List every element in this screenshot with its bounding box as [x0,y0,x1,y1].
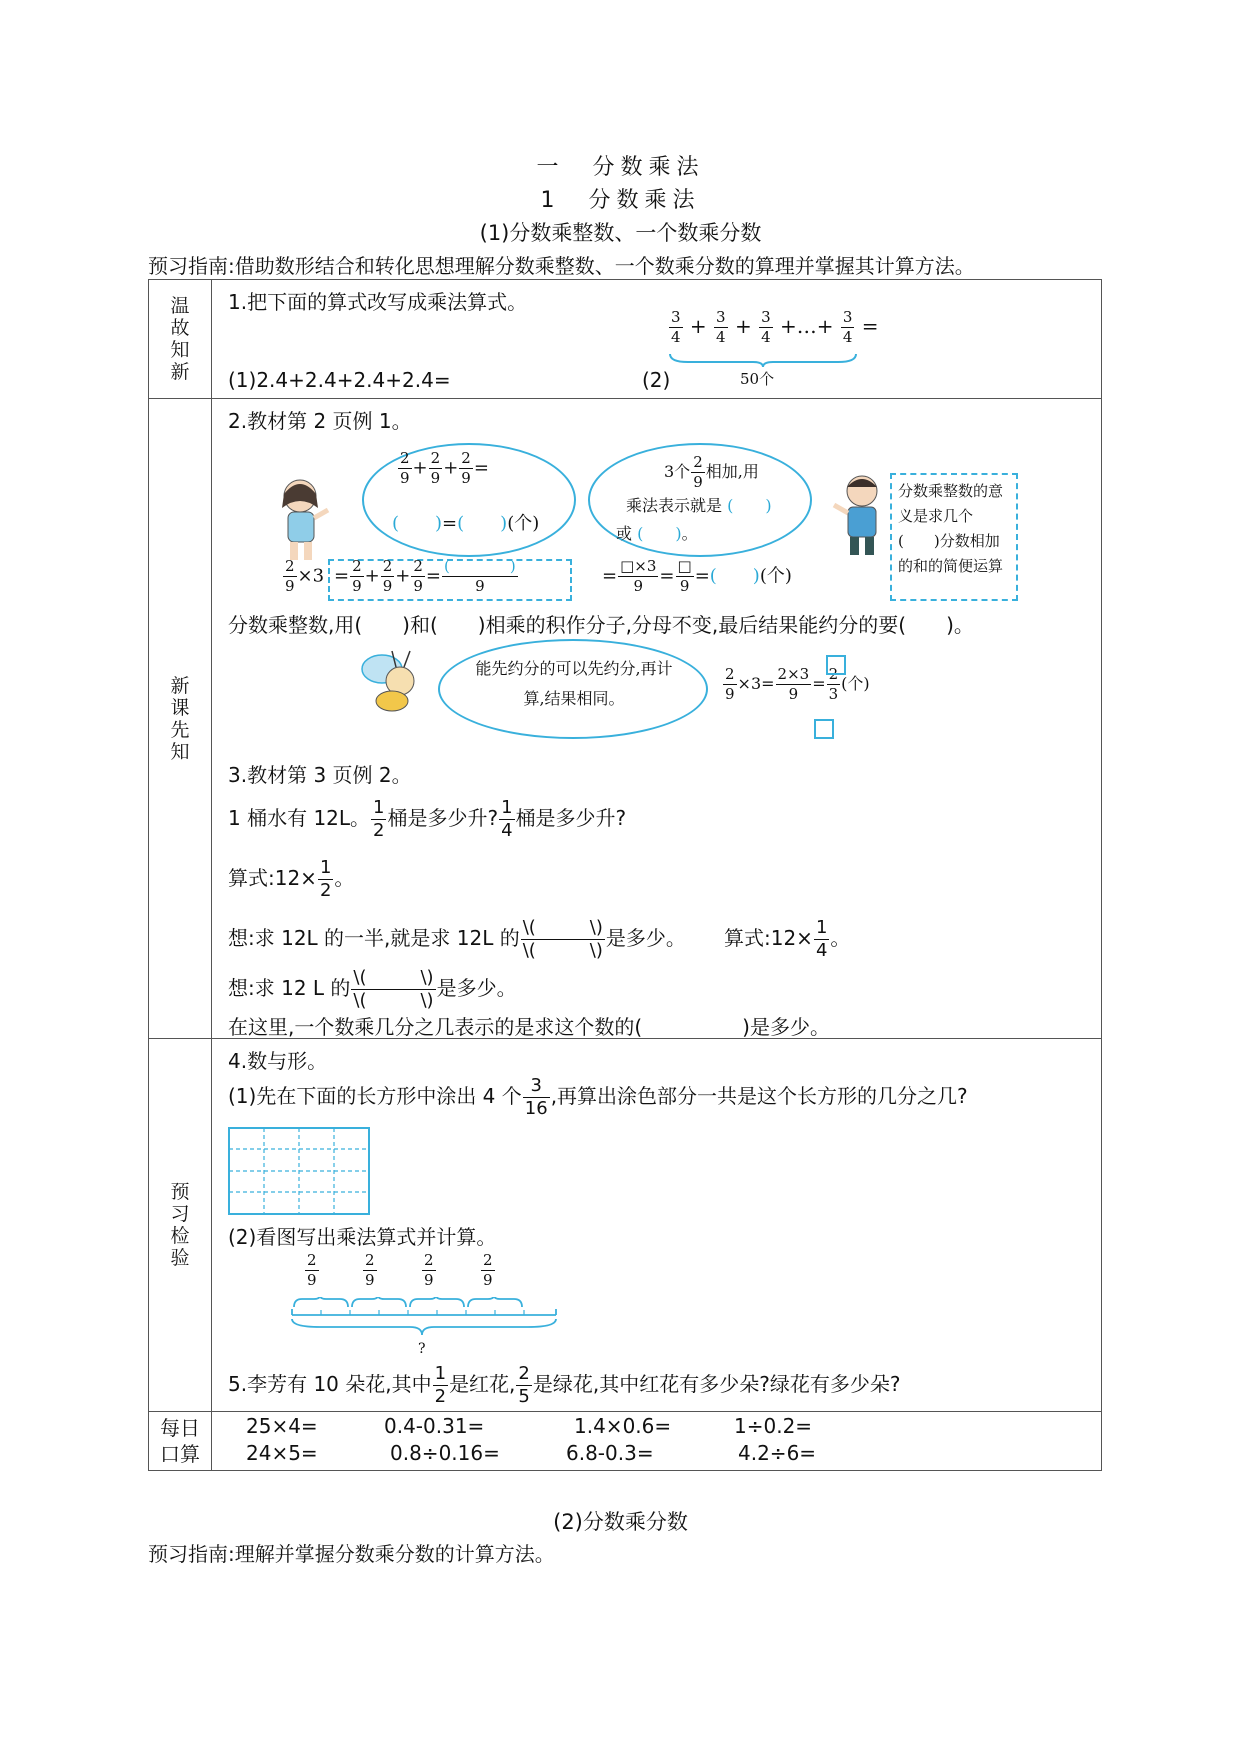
part-title: (1)分数乘整数、一个数乘分数 [479,221,762,245]
daily-r1-c2: 0.4-0.31= [384,1414,485,1438]
girl-illustration [268,474,338,564]
cloud3-text: 能先约分的可以先约分,再计算,结果相同。 [475,659,673,708]
review-cell [212,280,1101,398]
calc-line: $\frac{2}{9}$ ×3 [285,557,325,595]
segment-label-3: $\frac{2}{9}$ [424,1251,434,1289]
reduce-example: $\frac{2}{9}$ ×3= $\frac{2\times 3}{9}$ = $\frac{2}{3}$ (个) [725,665,870,703]
q3-line1: 1 桶水有 12L。 $\frac{1}{2}$ 桶是多少升? $\frac{1}{4}$ 桶是多少升? [228,797,627,841]
q2-title: 2.教材第 2 页例 1。 [228,409,412,433]
daily-r1-c1: 25×4= [246,1414,318,1438]
q3-calc2: 算式:12× $\frac{1}{4}$ 。 [724,917,851,961]
reduce-box-bottom [814,719,834,739]
segment-label-4: $\frac{2}{9}$ [483,1251,493,1289]
q3-calc1: 算式:12× $\frac{1}{2}$ 。 [228,857,355,901]
calc-boxes: = $\frac{□\times 3}{9}$ = $\frac{□}{9}$ =( )(个) [602,557,792,595]
lesson-title: 1 分数乘法 [540,188,701,213]
rule-text: 分数乘整数,用( )和( )相乘的积作分子,分母不变,最后结果能约分的要( )。 [228,613,974,637]
preview-guide-2: 预习指南:理解并掌握分数乘分数的计算方法。 [148,1542,555,1566]
daily-r1-c3: 1.4×0.6= [574,1414,672,1438]
fraction-sum-expression: $\frac{3}{4}$ + $\frac{3}{4}$ + $\frac{3}{4}$ +…+ $\frac{3}{4}$ = [671,308,879,346]
q3-think1: 想:求 12L 的一半,就是求 12L 的 $\frac{\backslash( \backslash)}{\backslash( \backslash)}$ 是多少。 [228,917,686,961]
reduce-box-top [826,655,846,675]
preview-guide: 预习指南:借助数形结合和转化思想理解分数乘整数、一个数乘分数的算理并掌握其计算方法。 [148,254,975,278]
brace-under-sum [668,352,858,368]
calc-sum: = $\frac{2}{9}$ + $\frac{2}{9}$ + $\frac{2}{9}$ = $\frac{( )}{9}$ [334,557,516,595]
cloud1-sum: $\frac{2}{9}$ + $\frac{2}{9}$ + $\frac{2}{9}$ = [400,449,489,487]
cloud2-line3: 或 ( )。 [616,524,698,543]
section-label-review: 温故知新 [149,280,212,399]
cloud2-line1: 3个 $\frac{2}{9}$ 相加,用 [664,453,759,491]
check-cell [212,1039,1101,1411]
note-text: 分数乘整数的意义是求几个( )分数相加的和的简便运算 [898,482,1004,575]
daily-r1-c4: 1÷0.2= [734,1414,813,1438]
count-label: 50个 [740,370,775,388]
daily-r2-c1: 24×5= [246,1441,318,1465]
segment-label-1: $\frac{2}{9}$ [307,1251,317,1289]
q1-part2: (2) [642,368,671,392]
section-label-new: 新课先知 [149,399,212,1039]
worksheet-table [148,279,1102,1471]
cloud1-result: ( )=( )(个) [392,513,540,534]
q1-title: 1.把下面的算式改写成乘法算式。 [228,290,528,314]
boy-illustration [830,469,890,559]
cloud2-line2: 乘法表示就是 ( ) [626,496,772,515]
rectangle-grid [228,1127,370,1215]
section-label-daily: 每日口算 [149,1412,212,1471]
daily-r2-c2: 0.8÷0.16= [390,1441,500,1465]
q4-title: 4.数与形。 [228,1049,328,1073]
part2-title: (2)分数乘分数 [553,1510,688,1534]
section-label-check: 预习检验 [149,1039,212,1412]
unit-title: 一 分数乘法 [536,155,705,180]
segment-label-2: $\frac{2}{9}$ [365,1251,375,1289]
q5: 5.李芳有 10 朵花,其中 $\frac{1}{2}$ 是红花, $\frac{2}{5}$ 是绿花,其中红花有多少朵?绿花有多少朵? [228,1363,901,1407]
new-knowledge-cell [212,399,1101,1038]
daily-cell [212,1412,1101,1470]
q1-part1: (1)2.4+2.4+2.4+2.4= [228,368,451,392]
daily-r2-c4: 4.2÷6= [738,1441,817,1465]
q4-2: (2)看图写出乘法算式并计算。 [228,1225,497,1249]
daily-r2-c3: 6.8-0.3= [566,1441,654,1465]
q3-think2: 想:求 12 L 的 $\frac{\backslash( \backslash)}{\backslash( \backslash)}$ 是多少。 [228,967,517,1011]
segment-question: ? [418,1341,426,1357]
q4-1: (1)先在下面的长方形中涂出 4 个 $\frac{3}{16}$ ,再算出涂色部分一共是这个长方形的几分之几? [228,1075,968,1119]
q3-summary: 在这里,一个数乘几分之几表示的是求这个数的( )是多少。 [228,1015,830,1039]
bee-illustration [352,639,432,719]
q3-title: 3.教材第 3 页例 2。 [228,763,412,787]
segment-diagram [290,1297,560,1345]
